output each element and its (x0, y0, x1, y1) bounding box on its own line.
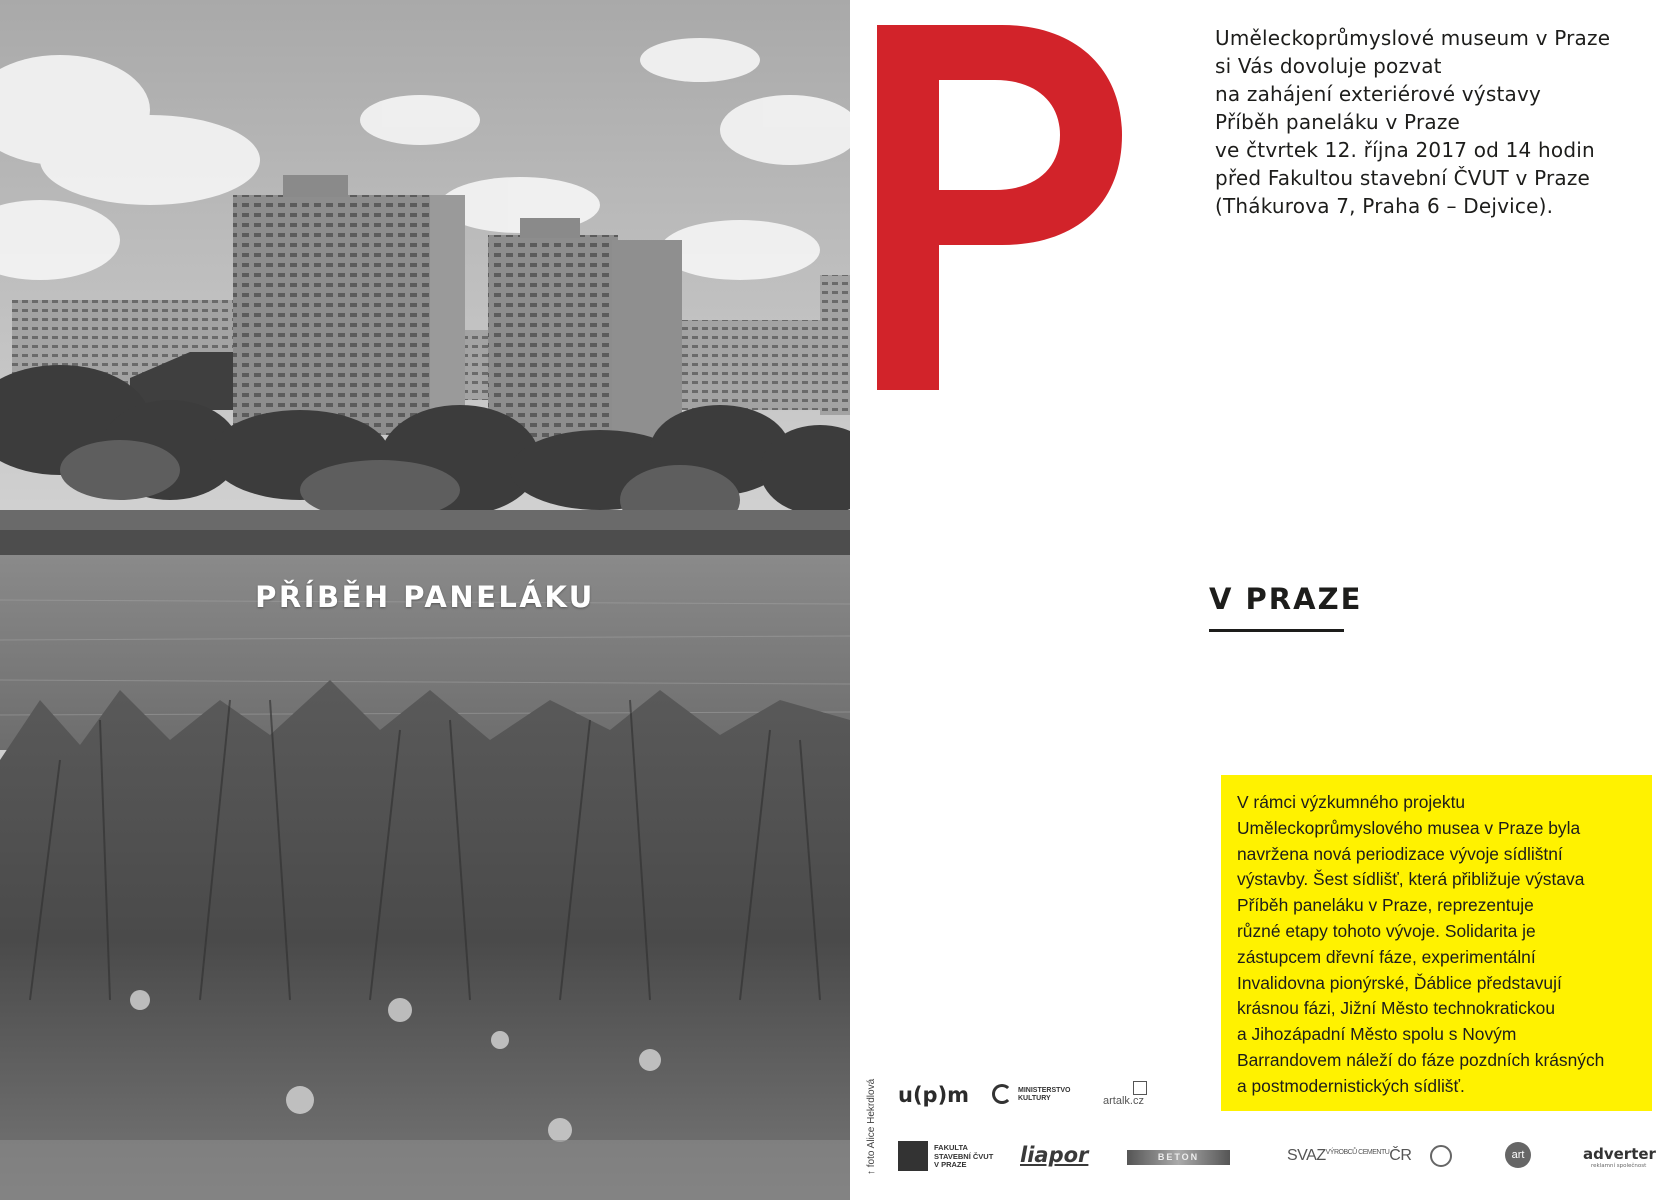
invitation-line: ve čtvrtek 12. října 2017 od 14 hodin (1215, 138, 1595, 162)
invitation-line: (Thákurova 7, Praha 6 – Dejvice). (1215, 194, 1554, 218)
ministry-c-icon (992, 1084, 1012, 1104)
info-line: výstavby. Šest sídlišť, která přibližuje výstava (1237, 869, 1585, 890)
subtitle-v-praze: V PRAZE (1209, 582, 1363, 616)
fsv-logo-text: FAKULTA STAVEBNÍ ČVUT V PRAZE (934, 1143, 994, 1169)
partner-round-logo (1430, 1145, 1452, 1167)
svaz-cementu-logo (1287, 1147, 1411, 1165)
info-line: a postmodernistických sídlišť. (1237, 1075, 1465, 1096)
invitation-text (1215, 24, 1655, 220)
info-box (1221, 775, 1652, 1111)
info-line: Uměleckoprůmyslového musea v Praze byla (1237, 817, 1581, 838)
info-line: Příběh paneláku v Praze, reprezentuje (1237, 895, 1534, 916)
subtitle-underline (1209, 629, 1344, 632)
artalk-logo-text: artalk.cz (1103, 1095, 1144, 1107)
svaz-logo-small: VÝROBCŮ CEMENTU (1325, 1149, 1390, 1156)
invitation-line: Uměleckoprůmyslové museum v Praze (1215, 26, 1611, 50)
svaz-logo-tail: ČR (1389, 1147, 1412, 1164)
invitation-line: před Fakultou stavební ČVUT v Praze (1215, 166, 1591, 190)
liapor-logo: liapor (1020, 1143, 1089, 1167)
info-line: a Jihozápadní Město spolu s Novým (1237, 1024, 1517, 1045)
info-line: V rámci výzkumného projektu (1237, 792, 1466, 812)
svaz-logo-text: SVAZ (1287, 1147, 1326, 1164)
cvut-lion-icon (898, 1141, 928, 1171)
invitation-line: na zahájení exteriérové výstavy (1215, 82, 1542, 106)
big-letter-p (877, 25, 1122, 390)
photo-credit: ↑ foto Alice Hekrdlová (866, 1078, 877, 1175)
art-round-logo: art (1505, 1142, 1531, 1168)
info-line: navržena nová periodizace vývoje sídlištní (1237, 843, 1563, 864)
ministry-logo-text: MINISTERSTVO KULTURY (1018, 1087, 1071, 1102)
photo-title: PŘÍBĚH PANELÁKU (255, 580, 595, 614)
upm-logo: u(p)m (898, 1083, 970, 1107)
adverter-logo (1583, 1145, 1656, 1169)
invitation-line: si Vás dovoluje pozvat (1215, 54, 1442, 78)
info-line: Barrandovem náleží do fáze pozdních krásných (1237, 1049, 1605, 1070)
info-line: krásnou fázi, Jižní Město technokratickou (1237, 998, 1556, 1019)
info-line: zástupcem dřevní fáze, experimentální (1237, 946, 1536, 967)
info-line: Invalidovna pionýrské, Ďáblice představují (1237, 972, 1562, 993)
artalk-logo (1103, 1095, 1144, 1107)
beton-logo: BETON (1127, 1150, 1230, 1165)
info-line: různé etapy tohoto vývoje. Solidarita je (1237, 920, 1536, 941)
artalk-square-icon (1133, 1081, 1147, 1095)
invitation-line: Příběh paneláku v Praze (1215, 110, 1461, 134)
adverter-logo-sub: reklamní společnost (1591, 1163, 1647, 1169)
adverter-logo-text: adverter (1583, 1145, 1656, 1163)
